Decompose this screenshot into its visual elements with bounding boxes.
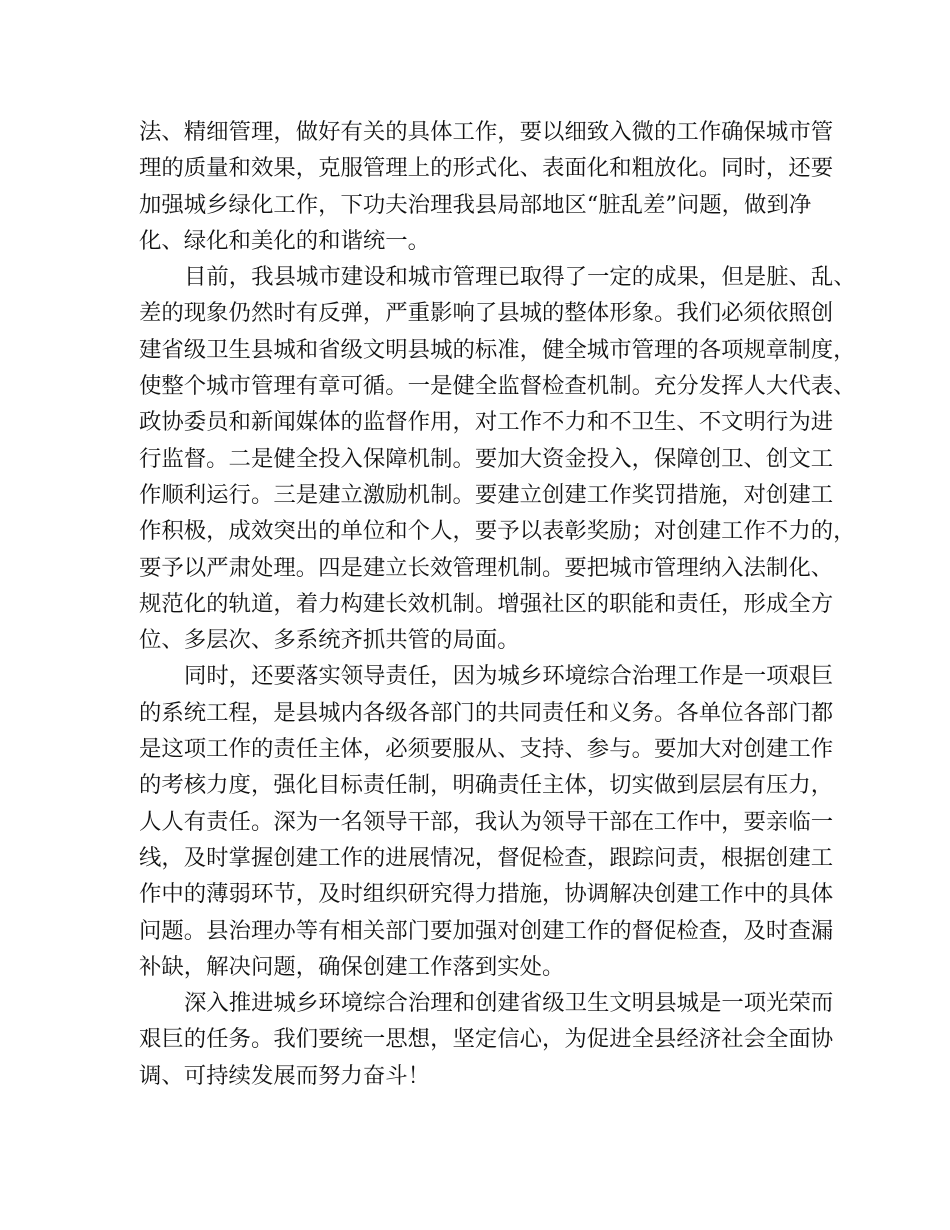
- paragraph-first-line: 同时，还要落实领导责任，因为城乡环境综合治理工作是一项艰巨: [184, 663, 834, 690]
- document-body: [139, 114, 856, 1094]
- text-line: 的系统工程，是县城内各级各部门的共同责任和义务。各单位各部门都: [139, 699, 834, 726]
- text-line: 作积极，成效突出的单位和个人，要予以表彰奖励；对创建工作不力的，: [139, 518, 856, 545]
- text-line: 理的质量和效果，克服管理上的形式化、表面化和粗放化。同时，还要: [139, 155, 834, 182]
- text-line: 使整个城市管理有章可循。一是健全监督检查机制。充分发挥人大代表、: [139, 373, 856, 400]
- text-line: 位、多层次、多系统齐抓共管的局面。: [139, 627, 520, 654]
- text-line: 作顺利运行。三是建立激励机制。要建立创建工作奖罚措施，对创建工: [139, 481, 834, 508]
- text-line: 问题。县治理办等有相关部门要加强对创建工作的督促检查，及时查漏: [139, 917, 834, 944]
- paragraph-first-line: 目前，我县城市建设和城市管理已取得了一定的成果，但是脏、乱、: [184, 264, 856, 291]
- text-line: 化、绿化和美化的和谐统一。: [139, 227, 431, 254]
- text-line: 是这项工作的责任主体，必须要服从、支持、参与。要加大对创建工作: [139, 736, 834, 763]
- text-line: 加强城乡绿化工作，下功夫治理我县局部地区“脏乱差”问题，做到净: [139, 191, 812, 218]
- text-line: 人人有责任。深为一名领导干部，我认为领导干部在工作中，要亲临一: [139, 808, 834, 835]
- text-line: 法、精细管理，做好有关的具体工作，要以细致入微的工作确保城市管: [139, 119, 834, 145]
- text-line: 行监督。二是健全投入保障机制。要加大资金投入，保障创卫、创文工: [139, 445, 834, 472]
- text-line: 建省级卫生县城和省级文明县城的标准，健全城市管理的各项规章制度，: [139, 336, 856, 363]
- text-line: 差的现象仍然时有反弹，严重影响了县城的整体形象。我们必须依照创: [139, 300, 834, 327]
- text-line: 规范化的轨道，着力构建长效机制。增强社区的职能和责任，形成全方: [139, 590, 834, 617]
- text-line: 要予以严肃处理。四是建立长效管理机制。要把城市管理纳入法制化、: [139, 554, 834, 581]
- text-line: 补缺，解决问题，确保创建工作落到实处。: [139, 953, 565, 980]
- text-line: 艰巨的任务。我们要统一思想，坚定信心，为促进全县经济社会全面协: [139, 1026, 834, 1053]
- text-line: 的考核力度，强化目标责任制，明确责任主体，切实做到层层有压力，: [139, 772, 834, 799]
- paragraph-first-line: 深入推进城乡环境综合治理和创建省级卫生文明县城是一项光荣而: [184, 990, 834, 1017]
- text-line: 作中的薄弱环节，及时组织研究得力措施，协调解决创建工作中的具体: [139, 881, 834, 908]
- text-line: 政协委员和新闻媒体的监督作用，对工作不力和不卫生、不文明行为进: [139, 409, 834, 436]
- text-line: 线，及时掌握创建工作的进展情况，督促检查，跟踪问责，根据创建工: [139, 844, 834, 871]
- text-line: 调、可持续发展而努力奋斗！: [139, 1062, 431, 1089]
